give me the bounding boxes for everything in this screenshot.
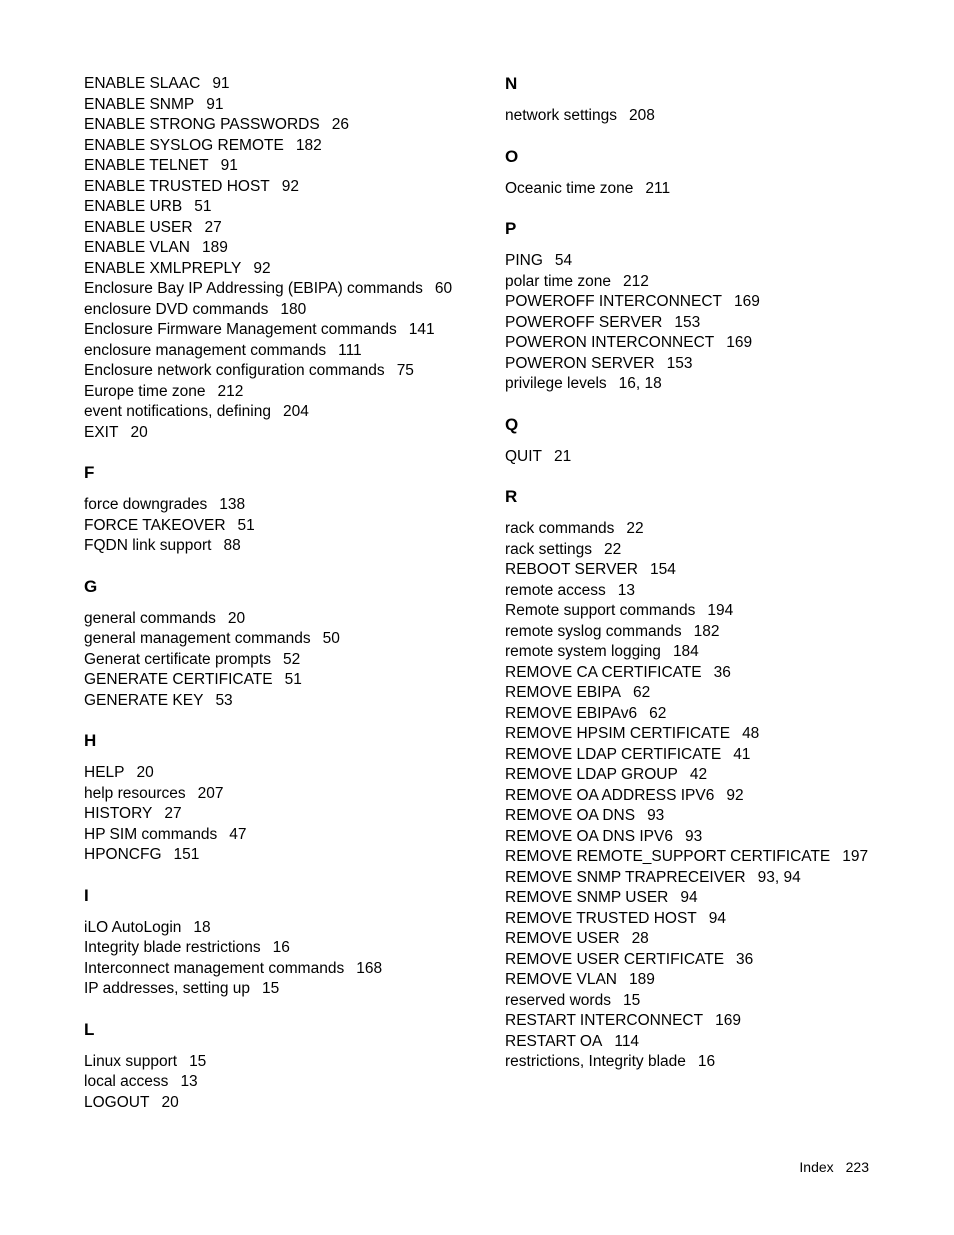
index-entry [84,629,484,650]
index-entry [505,106,925,127]
index-page-ref: 194 [707,602,734,619]
index-term: REMOVE EBIPA [505,684,621,701]
index-entry [84,74,484,95]
index-entry [505,1052,925,1073]
index-entry [505,642,925,663]
index-entry [505,827,925,848]
index-entry [84,691,484,712]
index-page-ref: 36 [736,950,754,968]
index-term: FORCE TAKEOVER [84,516,226,534]
index-entry [84,197,484,218]
index-page-ref: 189 [628,971,655,988]
index-term: Oceanic time zone [505,179,634,197]
index-entry [505,663,925,684]
index-term: Enclosure Firmware Management commands [84,321,397,338]
index-term: restrictions, Integrity blade [505,1053,686,1070]
index-entry [505,251,925,272]
index-letter-group [505,415,925,468]
index-page-ref: 93, 94 [757,868,801,886]
index-entry [505,1032,925,1053]
index-entry [505,683,925,704]
index-page-ref: 27 [164,805,182,822]
index-entry [84,95,484,116]
index-page-ref: 211 [645,179,671,197]
index-term: PING [505,252,543,269]
index-right-column [505,74,925,1093]
index-entry [84,1072,484,1093]
index-entry [84,938,484,959]
index-page-ref: 60 [434,280,453,297]
index-page-ref: 207 [197,784,224,802]
index-term: REMOVE HPSIM CERTIFICATE [505,725,731,742]
index-page-ref: 20 [136,764,154,781]
index-letter-heading: R [505,487,518,506]
index-term: reserved words [505,991,611,1009]
index-term: GENERATE CERTIFICATE [84,671,273,688]
index-term: remote access [505,581,606,599]
index-entry [505,1011,925,1032]
index-term: Enclosure Bay IP Addressing (EBIPA) commands [84,280,423,297]
index-term: ENABLE TELNET [84,157,209,174]
index-page-ref: 42 [689,766,708,783]
index-term: REMOVE TRUSTED HOST [505,909,697,927]
index-term: enclosure management commands [84,341,327,359]
index-page-ref: 91 [212,75,230,92]
index-entry [505,745,925,766]
index-term: RESTART OA [505,1032,603,1050]
index-term: Interconnect management commands [84,959,345,977]
index-entry [505,724,925,745]
index-page-ref: 53 [215,691,233,709]
index-term: POWEROFF INTERCONNECT [505,293,722,310]
index-entry [505,970,925,991]
index-entry [505,991,925,1012]
index-term: help resources [84,784,186,802]
index-term: REMOVE SNMP USER [505,889,669,906]
index-entry [505,292,925,313]
index-entry [84,423,484,444]
index-entry [84,402,484,423]
index-entry [84,136,484,157]
index-entry [505,333,925,354]
index-term: LOGOUT [84,1093,150,1111]
index-term: Linux support [84,1052,178,1070]
index-entry [84,495,484,516]
index-term: REMOVE OA DNS [505,807,636,824]
index-entry [84,1052,484,1073]
index-page-ref: 154 [649,561,676,578]
index-entry [84,320,484,341]
index-term: REMOVE SNMP TRAPRECEIVER [505,868,746,886]
index-page-ref: 54 [554,252,573,269]
index-page-ref: 212 [217,382,244,400]
index-entry [84,918,484,939]
index-page-ref: 16, 18 [618,375,662,392]
index-page-ref: 212 [622,272,649,290]
page-footer [799,1157,869,1177]
index-letter-heading: L [84,1019,95,1039]
index-entry [505,888,925,909]
index-page-ref: 94 [708,909,727,927]
index-page-ref: 168 [356,959,383,977]
index-page-ref: 13 [617,581,636,599]
index-entry [84,763,484,784]
index-term: rack settings [505,540,593,558]
index-term: REMOVE LDAP CERTIFICATE [505,745,722,763]
index-entry [84,259,484,280]
index-page-ref: 51 [237,516,255,534]
index-page-ref: 197 [842,848,869,865]
index-page-ref: 138 [219,496,246,513]
index-letter-heading: F [84,463,95,482]
index-term: REMOVE OA DNS IPV6 [505,827,673,845]
index-term: POWEROFF SERVER [505,313,663,331]
index-page-ref: 169 [715,1012,741,1029]
index-term: enclosure DVD commands [84,300,269,318]
index-term: HP SIM commands [84,825,218,843]
index-letter-heading: H [84,731,97,750]
index-entry [84,516,484,537]
index-entry [505,519,925,540]
index-entry [505,704,925,725]
index-term: ENABLE XMLPREPLY [84,259,242,277]
index-page-ref: 208 [629,107,655,124]
index-page-ref: 180 [280,300,307,318]
index-page-ref: 62 [649,704,667,722]
index-page-ref: 36 [713,663,731,681]
index-entry [84,979,484,1000]
index-page-ref: 169 [734,293,760,310]
index-letter-group [505,147,925,200]
index-term: REMOVE OA ADDRESS IPV6 [505,786,715,804]
index-page-ref: 51 [194,198,212,215]
index-entry [84,670,484,691]
index-letter-group [505,487,925,1073]
index-page-ref: 92 [281,177,300,195]
index-term: QUIT [505,447,543,465]
index-entry [505,540,925,561]
index-term: iLO AutoLogin [84,918,182,936]
index-page-ref: 182 [693,622,720,640]
index-term: remote syslog commands [505,622,682,640]
index-letter-heading: N [505,74,518,93]
index-page-ref: 20 [130,423,148,441]
index-page-ref: 93 [684,827,703,845]
index-term: force downgrades [84,496,208,513]
index-entry [84,845,484,866]
index-page-ref: 94 [680,889,698,906]
index-page-ref: 26 [331,116,349,133]
index-term: Europe time zone [84,382,206,400]
index-term: ENABLE URB [84,198,183,215]
index-term: ENABLE SYSLOG REMOTE [84,136,284,154]
index-entry [505,581,925,602]
index-term: HISTORY [84,805,153,822]
index-entry [84,218,484,239]
index-page-ref: 15 [189,1052,207,1070]
index-entry [84,382,484,403]
index-page-ref: 88 [223,537,241,554]
index-page-ref: 22 [626,520,644,537]
index-entry [84,177,484,198]
index-term: REMOVE USER [505,930,620,947]
index-term: REBOOT SERVER [505,561,638,578]
index-term: privilege levels [505,375,607,392]
index-entry [84,361,484,382]
index-term: local access [84,1073,169,1090]
index-page-ref: 92 [253,259,271,277]
index-entry [84,238,484,259]
index-term: event notifications, defining [84,403,271,420]
index-page-ref: 141 [408,321,435,338]
index-entry [84,609,484,630]
index-term: RESTART INTERCONNECT [505,1012,704,1029]
index-entry [84,804,484,825]
index-entry [505,447,925,468]
index-term: ENABLE STRONG PASSWORDS [84,116,320,133]
index-entry [505,313,925,334]
index-term: REMOVE EBIPAv6 [505,704,638,722]
index-letter-group [84,577,484,712]
index-letter-group [84,731,484,866]
index-page-ref: 62 [633,684,651,701]
index-page-ref: 91 [206,95,224,113]
index-term: ENABLE SNMP [84,95,195,113]
index-entry [84,959,484,980]
index-letter-heading: P [505,219,517,238]
index-letter-heading: I [84,885,89,905]
index-term: HELP [84,764,125,781]
index-term: Generat certificate prompts [84,650,271,668]
index-page-ref: 13 [180,1073,198,1090]
index-term: GENERATE KEY [84,691,204,709]
index-page-ref: 51 [284,671,302,688]
index-entry [505,179,925,200]
index-term: REMOVE LDAP GROUP [505,766,678,783]
index-page-ref: 16 [272,939,290,956]
index-page-ref: 18 [193,918,211,936]
index-term: ENABLE SLAAC [84,75,201,92]
index-entry [505,929,925,950]
index-entry [84,825,484,846]
index-entry [84,341,484,362]
index-page-ref: 169 [726,334,753,351]
index-page-ref: 48 [742,725,760,742]
index-letter-group [84,463,484,557]
index-term: REMOVE VLAN [505,971,617,988]
index-term: REMOVE REMOTE_SUPPORT CERTIFICATE [505,848,831,865]
index-entry [84,300,484,321]
footer-label: Index [799,1159,834,1175]
index-letter-group [505,219,925,395]
index-continued-group [84,74,484,443]
footer-page-number: 223 [845,1159,869,1175]
index-page-ref: 16 [697,1053,716,1070]
index-term: POWERON SERVER [505,354,655,372]
index-term: HPONCFG [84,846,162,863]
index-page-ref: 28 [631,930,649,947]
index-entry [84,279,484,300]
index-term: REMOVE USER CERTIFICATE [505,950,725,968]
index-page-ref: 91 [220,157,238,174]
index-letter-group [505,74,925,127]
index-entry [84,156,484,177]
index-page-ref: 27 [204,218,222,236]
index-entry [505,374,925,395]
index-term: Integrity blade restrictions [84,939,261,956]
index-term: ENABLE USER [84,218,193,236]
index-term: FQDN link support [84,537,212,554]
index-term: ENABLE VLAN [84,239,190,256]
index-page-ref: 20 [227,609,246,627]
index-page-ref: 184 [672,643,699,660]
index-entry [84,784,484,805]
index-entry [505,868,925,889]
index-page-ref: 15 [622,991,641,1009]
index-term: general management commands [84,630,311,647]
index-entry [84,1093,484,1114]
index-page-ref: 47 [229,825,247,843]
index-term: REMOVE CA CERTIFICATE [505,663,702,681]
index-page-ref: 204 [282,403,309,420]
index-term: IP addresses, setting up [84,980,251,997]
index-entry [505,601,925,622]
index-term: polar time zone [505,272,611,290]
index-page-ref: 114 [614,1032,640,1050]
index-page-ref: 151 [173,846,200,863]
index-entry [84,536,484,557]
index-page-ref: 92 [726,786,744,804]
index-page-ref: 153 [674,313,701,331]
index-letter-heading: Q [505,414,519,434]
index-entry [505,806,925,827]
index-page-ref: 50 [322,630,340,647]
index-entry [505,354,925,375]
index-entry [505,847,925,868]
index-page-ref: 21 [554,447,572,465]
index-entry [505,560,925,581]
index-entry [84,650,484,671]
index-term: POWERON INTERCONNECT [505,334,715,351]
index-term: ENABLE TRUSTED HOST [84,177,270,195]
index-term: remote system logging [505,643,661,660]
index-page-ref: 93 [647,807,665,824]
index-letter-group [84,886,484,1000]
index-term: network settings [505,107,617,124]
index-entry [505,765,925,786]
index-page-ref: 153 [666,354,693,372]
index-term: rack commands [505,520,615,537]
index-entry [505,786,925,807]
index-letter-group [84,1020,484,1114]
index-page-ref: 22 [604,540,622,558]
index-page-ref: 182 [295,136,322,154]
index-term: Enclosure network configuration commands [84,362,385,379]
index-page-ref: 15 [262,980,280,997]
index-page-ref: 189 [201,239,228,256]
index-entry [505,622,925,643]
index-page-ref: 52 [282,650,301,668]
index-left-column [84,74,484,1133]
index-page-ref: 111 [338,341,362,359]
index-page-ref: 75 [396,362,414,379]
index-letter-heading: O [505,146,519,166]
index-term: general commands [84,609,216,627]
index-page-ref: 20 [161,1093,179,1111]
index-letter-heading: G [84,576,98,596]
index-entry [505,272,925,293]
index-page-ref: 41 [733,745,751,763]
index-entry [505,950,925,971]
index-term: Remote support commands [505,602,696,619]
index-entry [84,115,484,136]
index-term: EXIT [84,423,119,441]
index-entry [505,909,925,930]
